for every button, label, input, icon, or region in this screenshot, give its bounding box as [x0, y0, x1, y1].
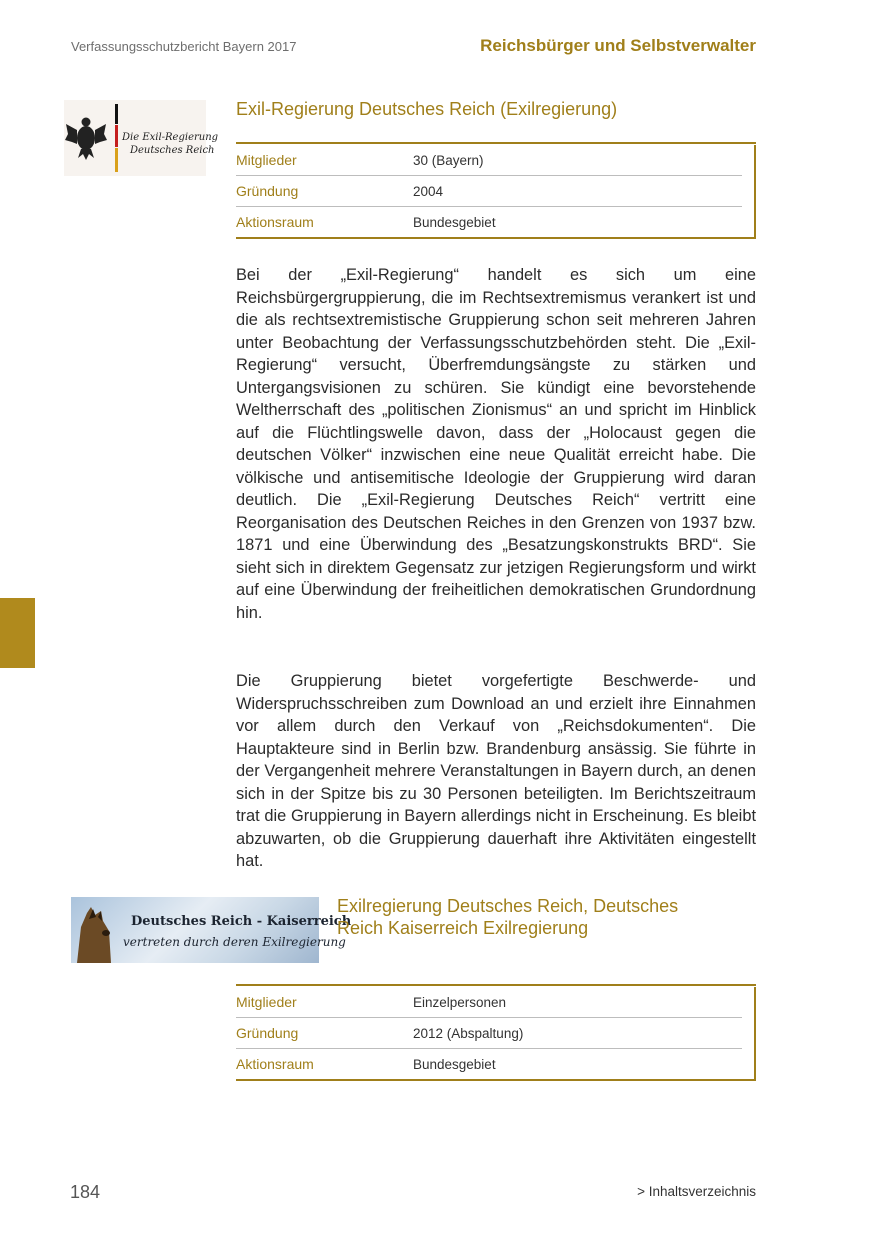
info-value: 2004 [413, 183, 444, 199]
chapter-tab-marker [0, 598, 35, 668]
section1-title: Exil-Regierung Deutsches Reich (Exilregierung) [236, 99, 618, 119]
info-label: Aktionsraum [236, 214, 314, 230]
info-value: 30 (Bayern) [413, 152, 484, 168]
logo-text-line1: Die Exil-Regierung [122, 132, 219, 143]
exil-regierung-logo [64, 100, 219, 176]
section2-title-line2: Reich Kaiserreich Exilregierung [337, 918, 589, 938]
body-paragraph-2: Die Gruppierung bietet vorgefertigte Beschwerde- und Widerspruchsschreiben zum Download an und erzielt ihre Einnahmen vor allem durch den Verkauf von „Reichsdokumenten“. Die Hauptakteure sind in Berlin bzw. Brandenburg ansässig. Sie führte in der Vergangenheit mehrere Veranstaltungen in Bayern durch, an denen sich in der Spitze bis zu 30 Personen beteiligten. Im Berichtszeitraum trat die Gruppierung in Bayern allerdings nicht in Erscheinung. Es bleibt abzuwarten, ob die Gruppierung dauerhaft ihre Aktivitäten eingestellt hat. [236, 672, 756, 870]
info-row-gruendung [236, 1018, 742, 1049]
info-row-aktionsraum [236, 1049, 742, 1079]
info-value: Bundesgebiet [413, 214, 496, 230]
info-value: Bundesgebiet [413, 1056, 496, 1072]
info-label: Gründung [236, 1025, 299, 1041]
dog-icon [71, 897, 352, 963]
info-box1 [236, 145, 756, 239]
info-row-mitglieder [236, 987, 742, 1018]
info-label: Mitglieder [236, 994, 297, 1010]
kaiserreich-banner [71, 897, 352, 963]
info-value: Einzelpersonen [413, 994, 507, 1010]
info-box1-top-rule [236, 142, 756, 144]
table-of-contents-link[interactable]: > Inhaltsverzeichnis [637, 1184, 756, 1199]
info-row-aktionsraum [236, 207, 742, 237]
info-label: Aktionsraum [236, 1056, 314, 1072]
banner-text-line1: Deutsches Reich - Kaiserreich [131, 914, 352, 929]
info-row-gruendung [236, 176, 742, 207]
running-header-left: Verfassungsschutzbericht Bayern 2017 [71, 39, 297, 54]
running-header-right: Reichsbürger und Selbstverwalter [480, 36, 756, 55]
info-label: Gründung [236, 183, 299, 199]
section2-title [337, 895, 678, 939]
info-value: 2012 (Abspaltung) [413, 1025, 524, 1041]
section2-title-line1: Exilregierung Deutsches Reich, Deutsches [337, 896, 679, 916]
info-box2 [236, 987, 756, 1081]
info-box2-top-rule [236, 984, 756, 986]
body-paragraph-1: Bei der „Exil-Regierung“ handelt es sich um eine Reichsbürgergruppierung, die im Rechtsextremismus verankert ist und die als rechtsextremistische Gruppierung schon seit mehreren Jahren unter Beobachtung der Verfassungsschutzbehörden steht. Die „Exil-Regierung“ versucht, Überfremdungsängste zu stärken und Untergangsvisionen zu schüren. Sie kündigt eine bevorstehende Weltherrschaft des „politischen Zionismus“ an und spricht im Hinblick auf die Flüchtlingswelle davon, dass der „Holocaust gegen die deutschen Völker“ inzwischen eine neue Qualität erreicht habe. Die völkische und antisemitische Ideologie der Gruppierung wird daran deutlich. Die „Exil-Regierung Deutsches Reich“ vertritt eine Reorganisation des Deutschen Reiches in den Grenzen von 1937 bzw. 1871 und eine Überwindung des „Besatzungskonstrukts BRD“. Sie sieht sich in direktem Gegensatz zur jetzigen Regierungsform und wirkt auf eine Überwindung der freiheitlichen demokratischen Grundordnung hin. [236, 266, 756, 622]
info-label: Mitglieder [236, 152, 297, 168]
logo-text-line2: Deutsches Reich [130, 145, 215, 156]
eagle-icon [64, 100, 219, 176]
banner-text-line2: vertreten durch deren Exilregierung [123, 935, 346, 949]
page-number: 184 [70, 1182, 101, 1202]
info-row-mitglieder [236, 145, 742, 176]
